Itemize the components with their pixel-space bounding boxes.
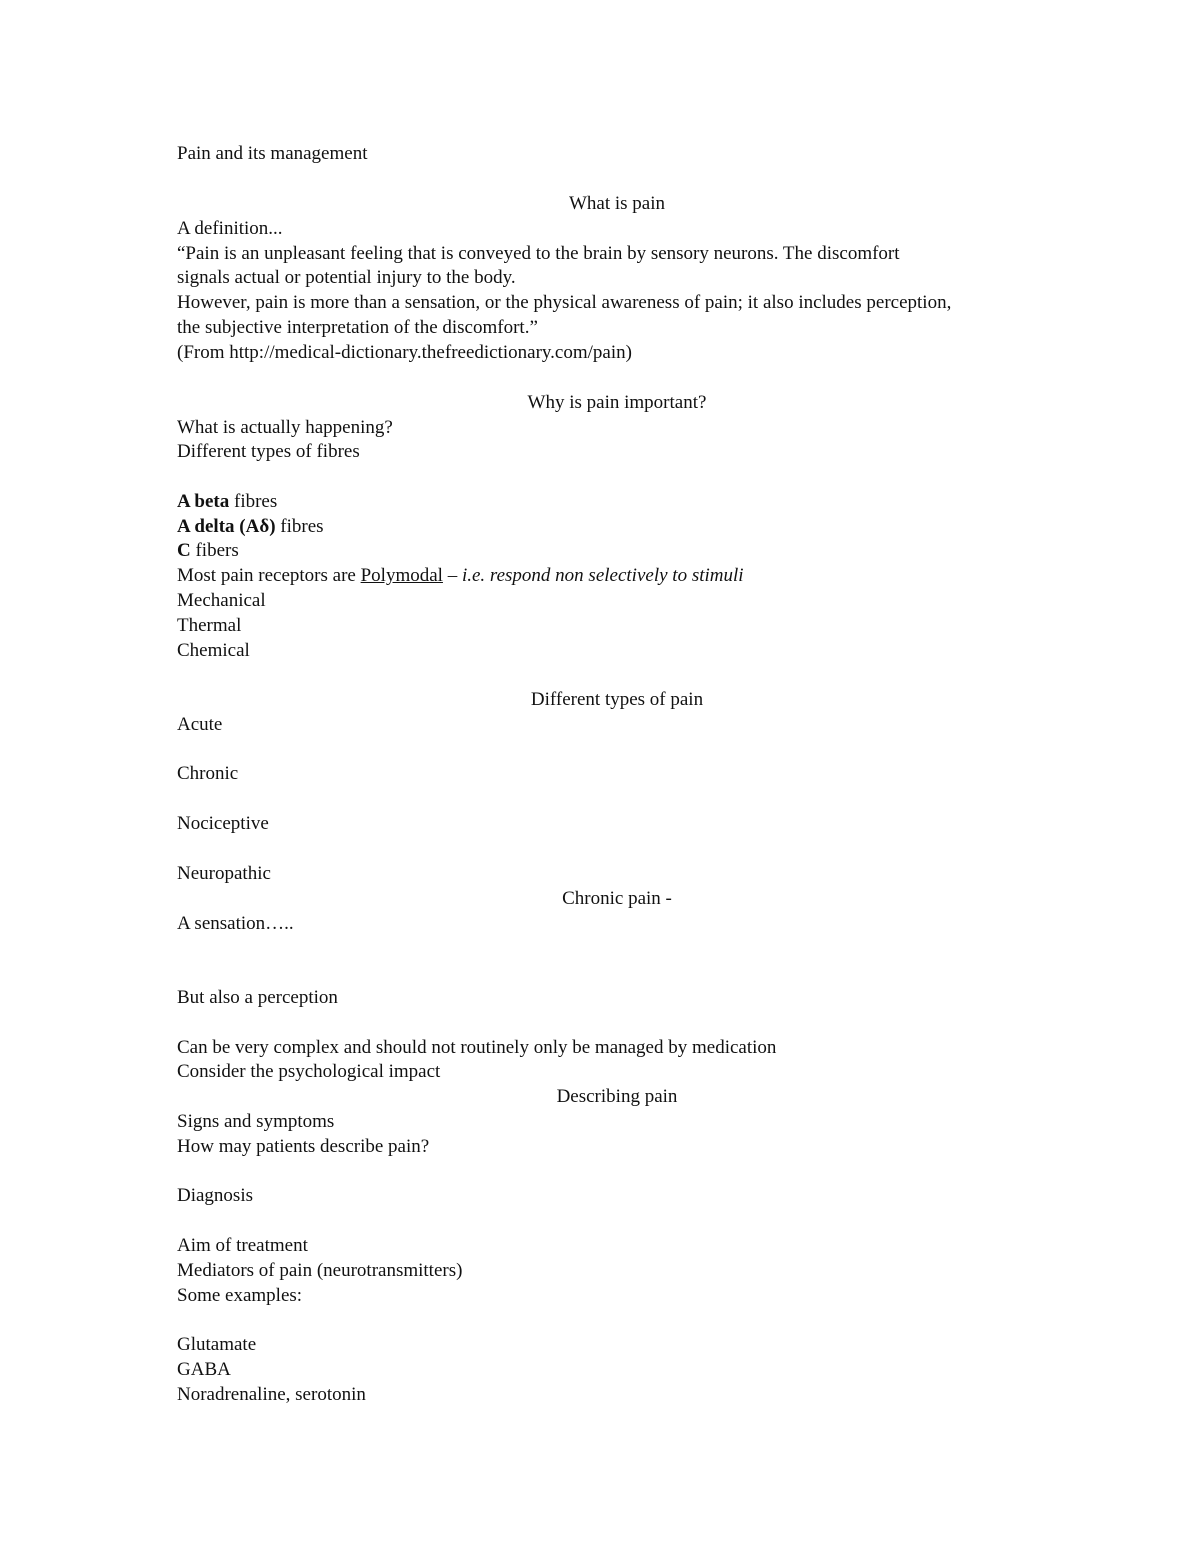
polymodal-dash: –	[442, 565, 462, 586]
body-line: What is actually happening?	[177, 417, 393, 438]
body-line: A sensation…..	[177, 913, 294, 934]
definition-quote-line: However, pain is more than a sensation, or the physical awareness of pain; it also includes perception,	[177, 292, 952, 313]
definition-source: (From http://medical-dictionary.thefreedictionary.com/pain)	[177, 342, 632, 363]
fibre-suffix: fibers	[190, 540, 239, 561]
definition-quote-line: signals actual or potential injury to the body.	[177, 267, 516, 288]
heading-why-important: Why is pain important?	[527, 392, 707, 413]
stimulus-item: Thermal	[177, 615, 242, 636]
heading-chronic-pain: Chronic pain -	[562, 888, 672, 909]
neurotransmitter-item: Noradrenaline, serotonin	[177, 1384, 366, 1405]
fibre-type-a-beta	[177, 490, 277, 514]
fibre-name: A beta	[177, 491, 230, 512]
pain-type-item: Acute	[177, 714, 223, 735]
polymodal-term: Polymodal	[360, 565, 443, 586]
definition-quote-line: the subjective interpretation of the discomfort.”	[177, 317, 538, 338]
body-line: Different types of fibres	[177, 441, 360, 462]
fibre-name: A delta (Aδ)	[177, 516, 276, 537]
body-line: Aim of treatment	[177, 1235, 308, 1256]
body-line: Some examples:	[177, 1285, 303, 1306]
heading-types-of-pain: Different types of pain	[530, 689, 704, 710]
polymodal-prefix: Most pain receptors are	[177, 565, 361, 586]
body-line: Signs and symptoms	[177, 1111, 335, 1132]
pain-type-item: Nociceptive	[177, 813, 269, 834]
polymodal-explanation: i.e. respond non selectively to stimuli	[461, 565, 744, 586]
polymodal-line	[177, 564, 744, 588]
stimulus-item: Mechanical	[177, 590, 266, 611]
body-line: How may patients describe pain?	[177, 1136, 430, 1157]
body-line: But also a perception	[177, 987, 338, 1008]
pain-type-item: Neuropathic	[177, 863, 271, 884]
document-title: Pain and its management	[177, 143, 368, 164]
body-line: Can be very complex and should not routinely only be managed by medication	[177, 1037, 777, 1058]
definition-intro: A definition...	[177, 218, 283, 239]
fibre-type-a-delta	[177, 515, 324, 539]
fibre-name: C	[177, 540, 191, 561]
body-line: Diagnosis	[177, 1185, 253, 1206]
body-line: Mediators of pain (neurotransmitters)	[177, 1260, 463, 1281]
fibre-suffix: fibres	[275, 516, 324, 537]
pain-type-item: Chronic	[177, 763, 239, 784]
definition-quote-line: “Pain is an unpleasant feeling that is conveyed to the brain by sensory neurons. The discomfort	[177, 243, 900, 264]
stimulus-item: Chemical	[177, 640, 250, 661]
fibre-suffix: fibres	[229, 491, 278, 512]
neurotransmitter-item: Glutamate	[177, 1334, 257, 1355]
body-line: Consider the psychological impact	[177, 1061, 441, 1082]
fibre-type-c	[177, 539, 239, 563]
heading-what-is-pain: What is pain	[568, 193, 666, 214]
heading-describing-pain: Describing pain	[556, 1086, 678, 1107]
neurotransmitter-item: GABA	[177, 1359, 231, 1380]
